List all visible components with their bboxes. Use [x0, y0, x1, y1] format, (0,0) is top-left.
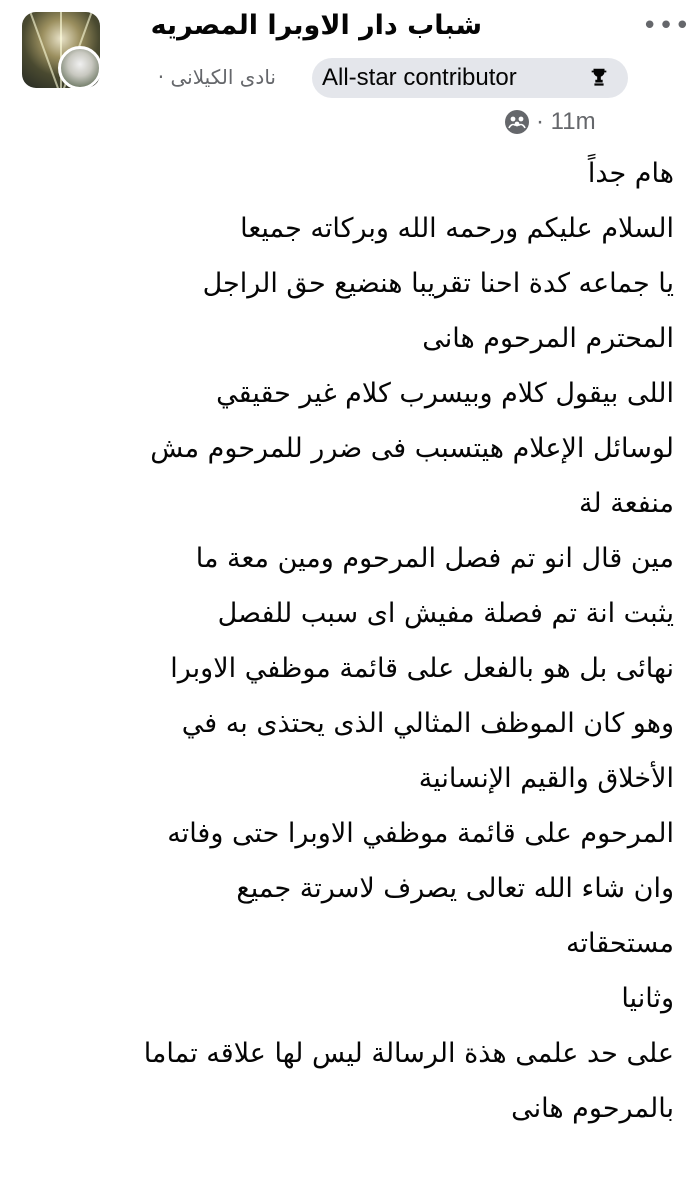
trophy-icon — [588, 66, 610, 88]
post-text-line: المرحوم على قائمة موظفي الاوبرا حتى وفاته — [167, 818, 674, 849]
post-text-line: نهائى بل هو بالفعل على قائمة موظفي الاوبرا — [170, 653, 674, 684]
post-timestamp[interactable]: · 11m — [536, 108, 596, 135]
post-text-line: مين قال انو تم فصل المرحوم ومين معة ما — [195, 543, 674, 574]
all-star-contributor-badge[interactable] — [312, 58, 628, 98]
author-name[interactable]: نادى الكيلانى · — [157, 65, 276, 89]
post-time-row — [504, 108, 596, 136]
post-text-line: على حد علمى هذة الرسالة ليس لها علاقه تماما — [143, 1038, 674, 1069]
post-text-line: بالمرحوم هانى — [511, 1093, 674, 1124]
post-text-line: وهو كان الموظف المثالي الذى يحتذى به في — [181, 708, 674, 739]
post-text-line: منفعة لة — [578, 488, 674, 519]
post-text-line: السلام عليكم ورحمه الله وبركاته جميعا — [240, 213, 674, 244]
group-avatar-link[interactable] — [22, 12, 102, 90]
post-header — [0, 0, 696, 140]
post-text-line: الأخلاق والقيم الإنسانية — [418, 763, 674, 794]
author-avatar[interactable] — [58, 46, 102, 90]
post-text-line: هام جداً — [587, 158, 674, 189]
post-text-line: يا جماعه كدة احنا تقريبا هنضيع حق الراجل — [202, 268, 674, 299]
post-text-line: وثانيا — [621, 983, 674, 1014]
post-text-line: المحترم المرحوم هانى — [422, 323, 674, 354]
post-text-line: لوسائل الإعلام هيتسبب فى ضرر للمرحوم مش — [150, 433, 674, 464]
post-text — [18, 146, 674, 1136]
post-text-line: وان شاء الله تعالى يصرف لاسرتة جميع — [236, 873, 674, 904]
more-options-button[interactable] — [642, 11, 692, 41]
post-text-line: يثبت انة تم فصلة مفيش اى سبب للفصل — [217, 598, 674, 629]
group-name[interactable]: شباب دار الاوبرا المصريه — [150, 10, 482, 41]
badge-label: All-star contributor — [322, 64, 517, 91]
more-dots-icon: ••• — [642, 11, 692, 41]
group-members-icon — [504, 109, 530, 135]
post-text-line: اللى بيقول كلام وبيسرب كلام غير حقيقي — [216, 378, 674, 409]
post-text-line: مستحقاته — [566, 928, 674, 959]
